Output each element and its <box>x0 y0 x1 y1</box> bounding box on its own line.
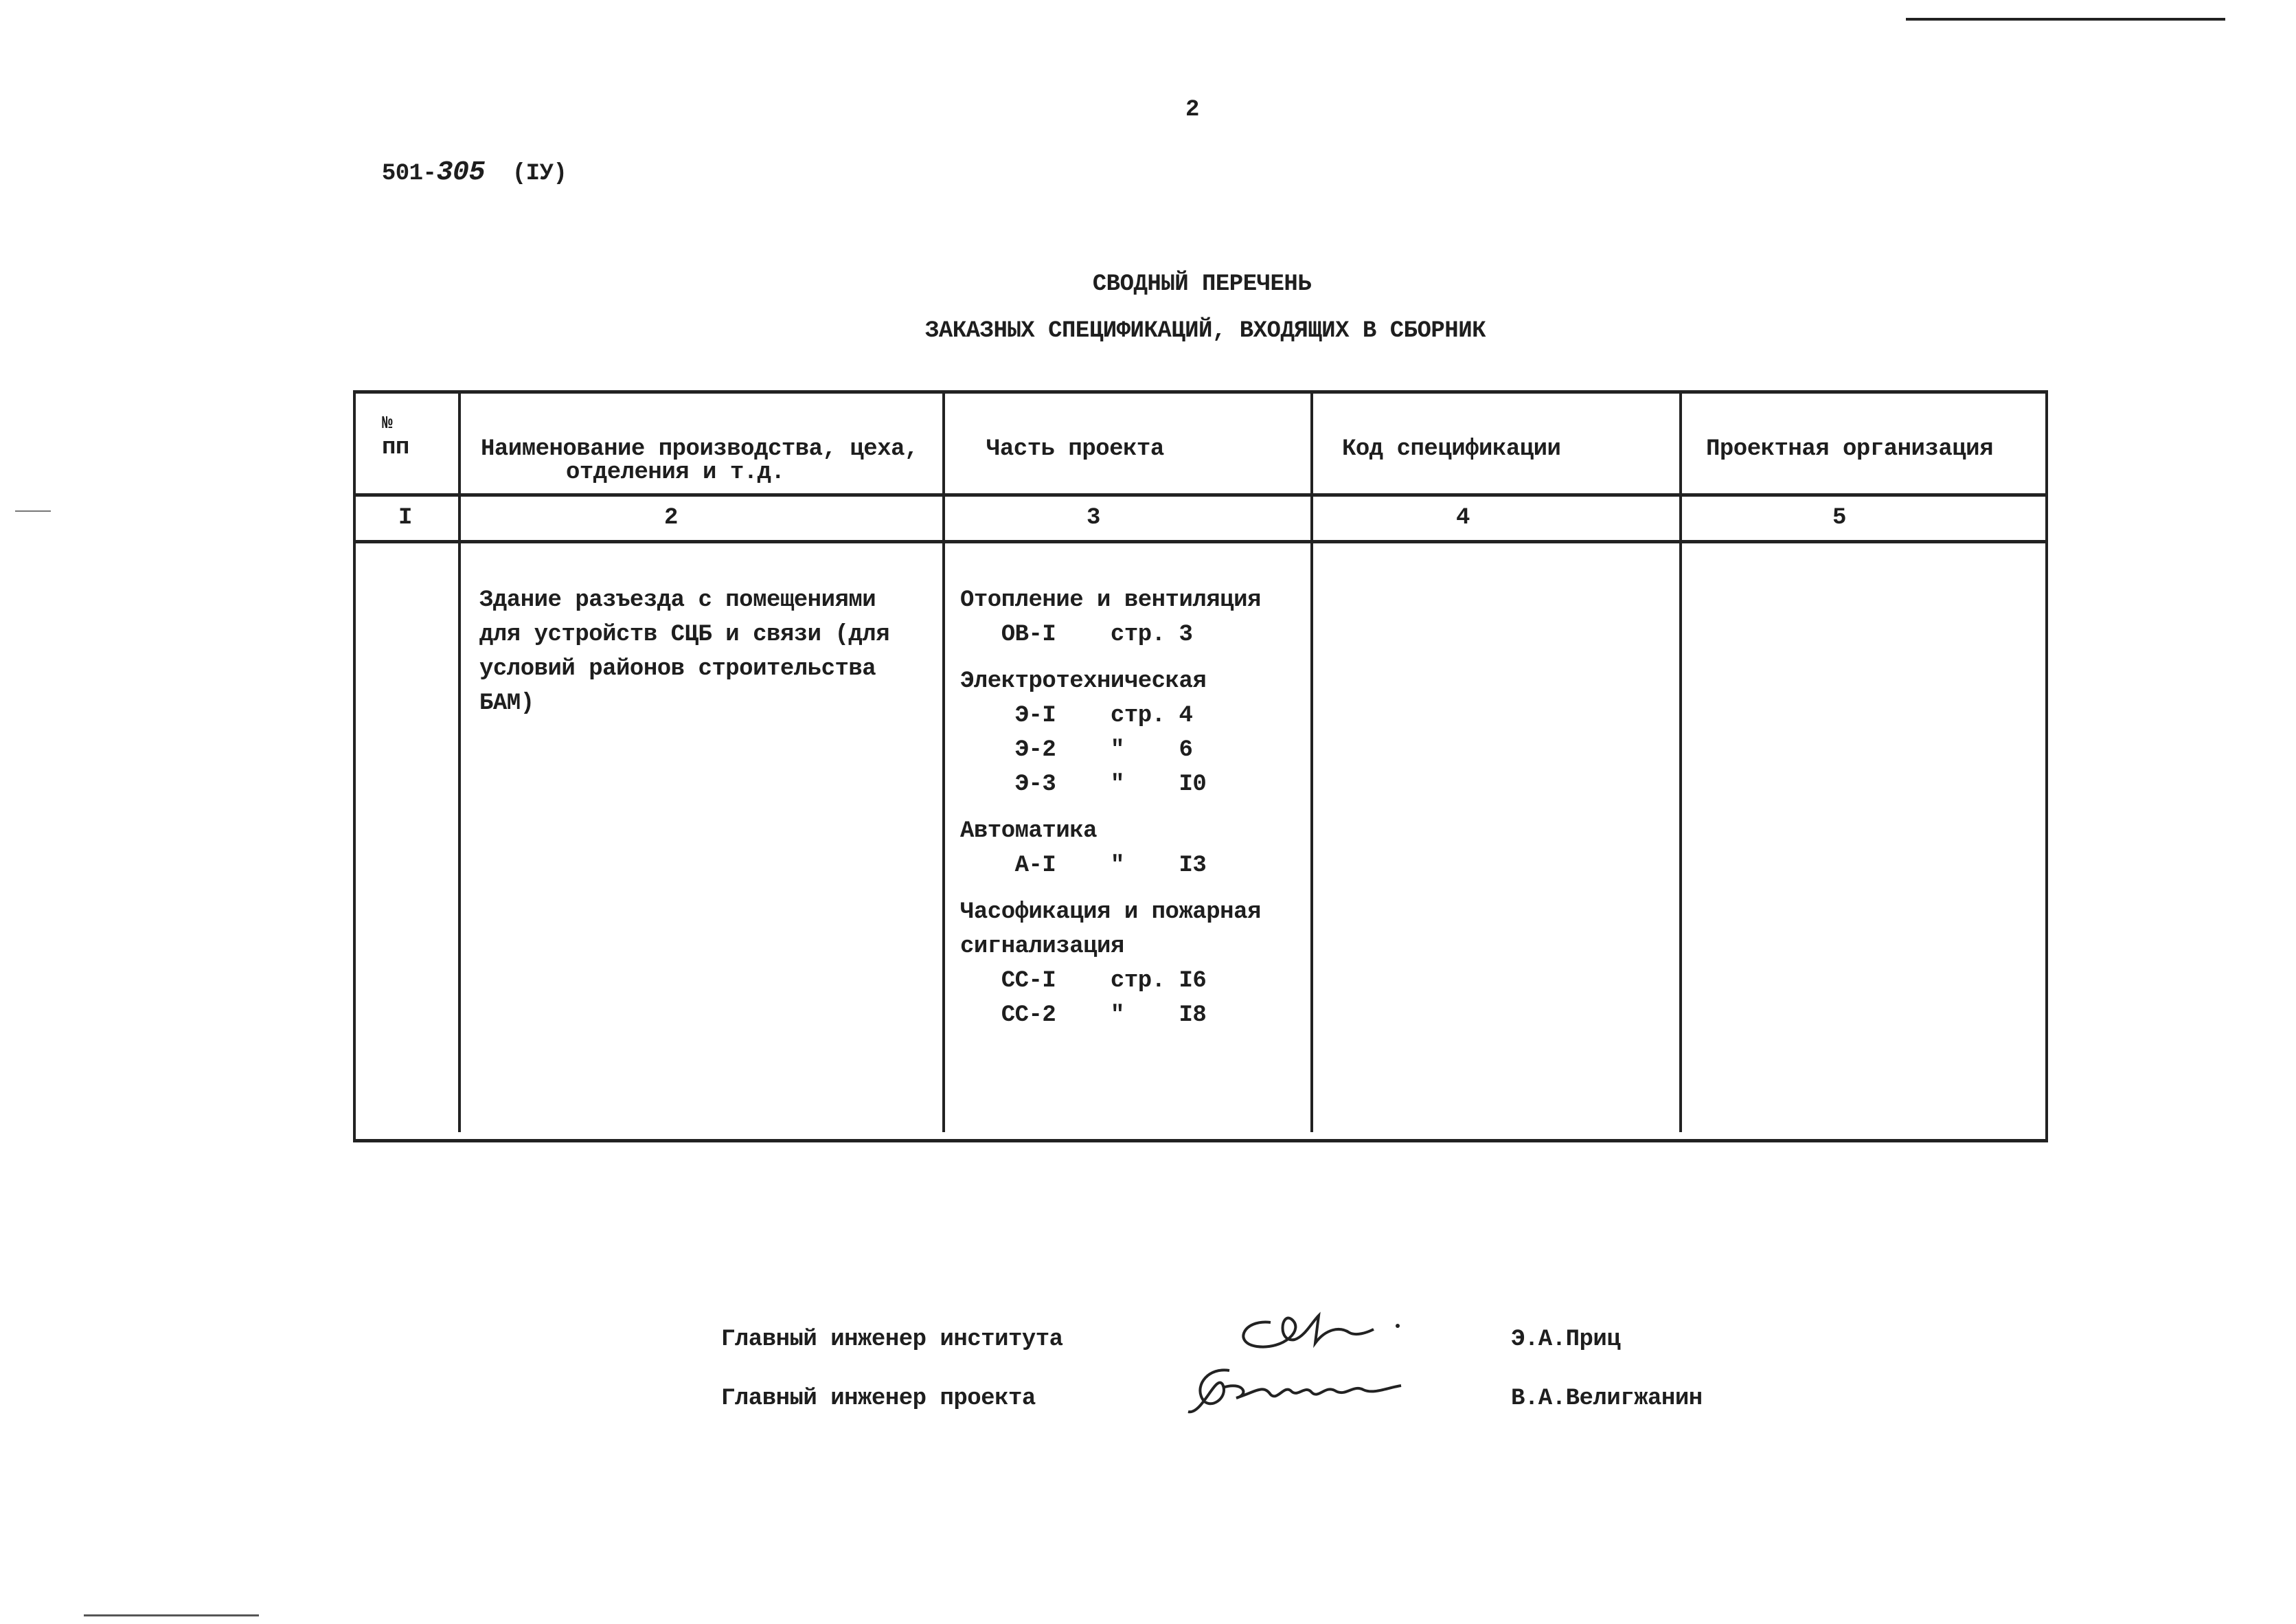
header-name-line1: Наименование производства, цеха, <box>481 436 918 462</box>
scan-line-bottom-left <box>84 1614 259 1616</box>
signature-role-2: Главный инженер проекта <box>721 1386 1036 1412</box>
table-header-divider <box>354 493 2048 497</box>
header-project-part: Часть проекта <box>986 436 1164 462</box>
table-border-right <box>2045 390 2048 1142</box>
row-name-line: БАМ) <box>479 690 534 717</box>
part-heading: Отопление и вентиляция <box>960 587 1261 613</box>
column-number: 2 <box>664 505 678 531</box>
doc-code-prefix: 501- <box>381 161 437 187</box>
part-entry: Э-I стр. 4 <box>960 703 1193 729</box>
row-name-line: Здание разъезда с помещениями <box>479 587 876 613</box>
scan-line-top-right <box>1906 18 2225 21</box>
part-heading: Электротехническая <box>960 668 1207 695</box>
part-entry: СС-I стр. I6 <box>960 968 1207 994</box>
part-entry: ОВ-I стр. 3 <box>960 622 1193 648</box>
part-heading: Автоматика <box>960 818 1098 844</box>
header-spec-code: Код спецификации <box>1342 436 1561 462</box>
column-divider <box>942 390 945 1132</box>
row-name-line: для устройств СЦБ и связи (для <box>479 622 890 648</box>
handwritten-signature-1 <box>1229 1302 1408 1364</box>
column-number: 5 <box>1832 505 1846 531</box>
doc-code-part: (IУ) <box>512 161 567 187</box>
part-entry: СС-2 " I8 <box>960 1002 1207 1028</box>
document-code <box>354 132 567 188</box>
part-entry: А-I " I3 <box>960 853 1207 879</box>
table-border-bottom <box>353 1139 2048 1142</box>
column-divider <box>1310 390 1313 1132</box>
header-name-line2: отделения и т.д. <box>566 460 785 486</box>
part-entry: Э-3 " I0 <box>960 771 1207 798</box>
page-number: 2 <box>1185 97 1199 123</box>
signature-name-2: В.А.Велигжанин <box>1511 1386 1703 1412</box>
table-numbers-divider <box>354 540 2048 543</box>
handwritten-signature-2 <box>1181 1357 1415 1419</box>
table-border-top <box>354 390 2048 394</box>
part-heading: сигнализация <box>960 934 1124 960</box>
doc-code-number: 305 <box>436 157 485 188</box>
part-heading: Часофикация и пожарная <box>960 899 1261 925</box>
signature-role-1: Главный инженер института <box>721 1327 1063 1353</box>
header-number: пп <box>382 435 409 461</box>
title-line-1: СВОДНЫЙ ПЕРЕЧЕНЬ <box>1092 271 1312 297</box>
table-border-left <box>353 390 356 1142</box>
column-number: 4 <box>1456 505 1470 531</box>
column-divider <box>458 390 461 1132</box>
header-number-sign: № <box>382 413 393 433</box>
column-number: I <box>398 505 412 531</box>
column-divider <box>1679 390 1682 1132</box>
row-name-line: условий районов строительства <box>479 656 876 682</box>
scan-line-left <box>15 510 51 512</box>
column-number: 3 <box>1087 505 1100 531</box>
signature-name-1: Э.А.Приц <box>1511 1327 1621 1353</box>
title-line-2: ЗАКАЗНЫХ СПЕЦИФИКАЦИЙ, ВХОДЯЩИХ В СБОРНИК <box>924 318 1486 344</box>
part-entry: Э-2 " 6 <box>960 737 1193 763</box>
header-design-org: Проектная организация <box>1706 436 1993 462</box>
